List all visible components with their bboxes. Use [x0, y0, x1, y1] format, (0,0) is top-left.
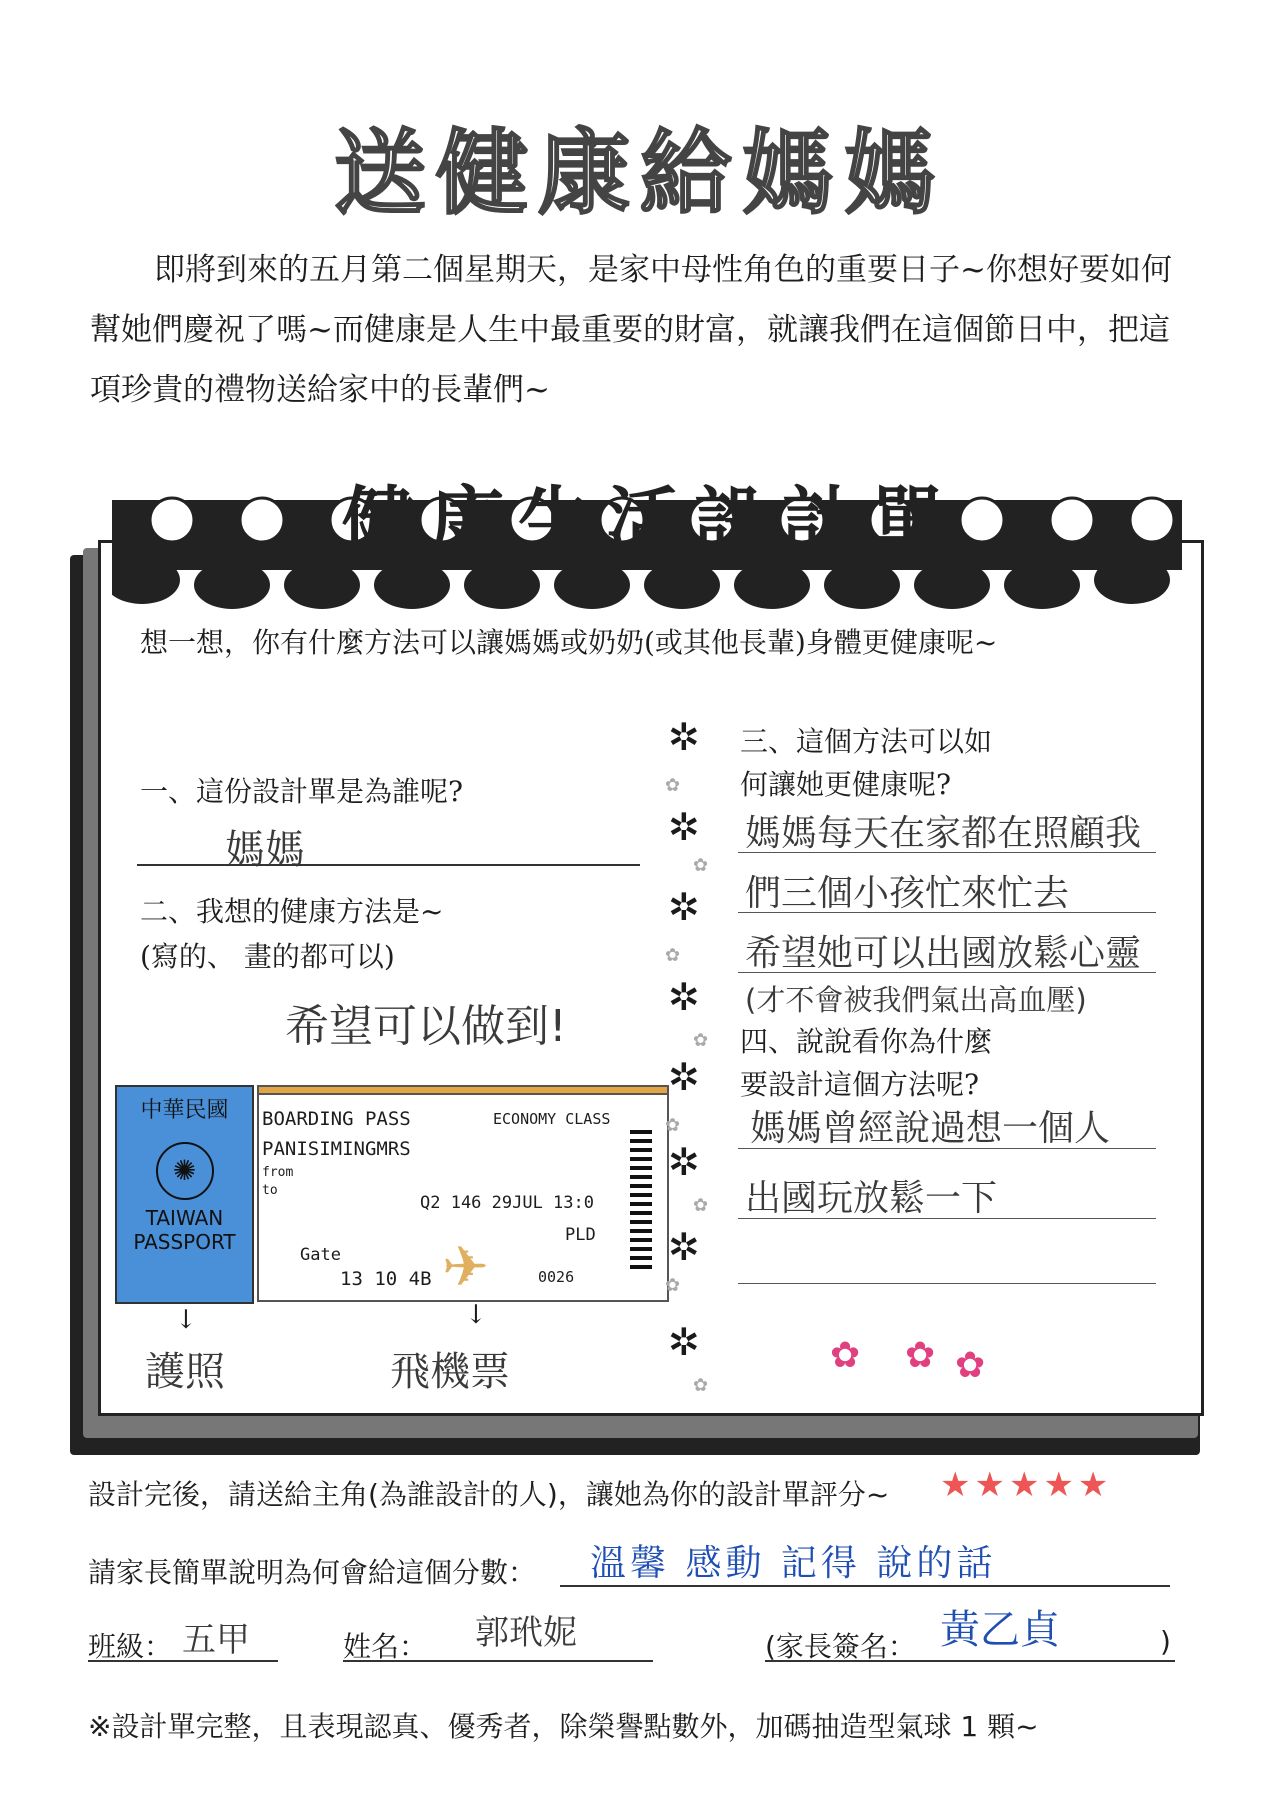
- q3-answer-line4: (才不會被我們氣出高血壓): [745, 983, 1087, 1017]
- q3-line: [738, 852, 1156, 853]
- name-underline: [343, 1660, 653, 1662]
- class-underline: [88, 1660, 278, 1662]
- q1-label: 一、這份設計單是為誰呢?: [140, 775, 464, 808]
- stamp-icon: ✿: [955, 1345, 986, 1386]
- flower-icon: ✲: [668, 1225, 700, 1269]
- stamp-icon: ✿: [830, 1335, 861, 1376]
- ticket-name: PANISIMINGMRS: [262, 1138, 411, 1160]
- flower-icon: ✲: [668, 1140, 700, 1184]
- flower-icon: ✲: [668, 975, 700, 1019]
- q4-answer-line2: 出國玩放鬆一下: [745, 1178, 998, 1219]
- rating-stars: ★★★★★: [940, 1465, 1113, 1505]
- passport-label: 護照: [145, 1349, 225, 1395]
- ticket-class: ECONOMY CLASS: [493, 1110, 611, 1128]
- passport-title: 中華民國: [140, 1098, 229, 1123]
- flower-icon: ✲: [668, 805, 700, 849]
- name-value: 郭玳妮: [475, 1613, 577, 1653]
- ticket-flight: Q2 146 29JUL 13:0: [420, 1193, 594, 1213]
- q2-label: 二、我想的健康方法是~: [140, 895, 444, 928]
- flower-small-icon: ✿: [665, 945, 681, 966]
- flower-small-icon: ✿: [665, 1115, 681, 1136]
- emblem-icon: ✺: [156, 1142, 214, 1200]
- flower-icon: ✲: [668, 715, 700, 759]
- sign-close: ): [1160, 1625, 1171, 1658]
- airplane-icon: ✈: [442, 1235, 489, 1300]
- prompt-text: 想一想，你有什麼方法可以讓媽媽或奶奶(或其他長輩)身體更健康呢~: [140, 626, 998, 659]
- passport-country: TAIWAN: [145, 1206, 224, 1230]
- stamp-icon: ✿: [905, 1335, 936, 1376]
- page-title: 送健康給媽媽: [333, 120, 946, 227]
- rating-instruction: 設計完後，請送給主角(為誰設計的人)，讓她為你的設計單評分~: [88, 1478, 890, 1511]
- q4-label-line2: 要設計這個方法呢?: [740, 1068, 980, 1101]
- flower-small-icon: ✿: [665, 775, 681, 796]
- passport-word: PASSPORT: [133, 1230, 236, 1254]
- q4-label-line1: 四、說說看你為什麼: [740, 1025, 993, 1058]
- parent-signature: 黃乙貞: [940, 1607, 1060, 1653]
- passport-drawing: [115, 1085, 254, 1304]
- q3-label-line2: 何讓她更健康呢?: [740, 768, 952, 801]
- q4-line: [738, 1148, 1156, 1149]
- flower-small-icon: ✿: [693, 855, 709, 876]
- flower-small-icon: ✿: [693, 1195, 709, 1216]
- q3-line: [738, 912, 1156, 913]
- q1-underline: [137, 864, 640, 866]
- ticket-code: 0026: [538, 1268, 575, 1286]
- q2-sub: (寫的、 畫的都可以): [140, 940, 395, 973]
- class-value: 五甲: [182, 1620, 250, 1660]
- footer-note: ※設計單完整，且表現認真、優秀者，除榮譽點數外，加碼抽造型氣球 1 顆~: [88, 1710, 1039, 1743]
- flower-icon: ✲: [668, 1055, 700, 1099]
- parent-answer-underline: [560, 1585, 1170, 1587]
- ticket-to: to: [262, 1183, 278, 1198]
- flower-icon: ✲: [668, 885, 700, 929]
- banner-title: 健康生活設計單: [342, 479, 958, 565]
- q3-label-line1: 三、這個方法可以如: [740, 725, 993, 758]
- q3-line: [738, 972, 1156, 973]
- ticket-barcode: [630, 1130, 652, 1270]
- q2-answer: 希望可以做到!: [285, 1001, 567, 1052]
- sign-label: (家長簽名：: [765, 1630, 916, 1663]
- flower-icon: ✲: [668, 1320, 700, 1364]
- ticket-header: BOARDING PASS: [262, 1108, 411, 1130]
- sign-underline: [765, 1660, 1175, 1662]
- name-label: 姓名：: [343, 1630, 428, 1663]
- flower-small-icon: ✿: [693, 1375, 709, 1396]
- ticket-gate: Gate: [300, 1245, 341, 1265]
- q4-line: [738, 1283, 1156, 1284]
- q3-answer-line2: 們三個小孩忙來忙去: [745, 873, 1070, 914]
- q4-answer-line1: 媽媽曾經說過想一個人: [750, 1108, 1111, 1149]
- arrow-down-icon: ↓: [465, 1300, 487, 1330]
- q4-line: [738, 1218, 1156, 1219]
- parent-prompt: 請家長簡單說明為何會給這個分數：: [88, 1556, 537, 1589]
- flower-small-icon: ✿: [693, 1030, 709, 1051]
- arrow-down-icon: ↓: [175, 1305, 197, 1335]
- ticket-from: from: [262, 1165, 294, 1180]
- q3-answer-line3: 希望她可以出國放鬆心靈: [745, 933, 1142, 974]
- ticket-seat: 13 10 4B: [340, 1268, 432, 1290]
- q1-answer: 媽媽: [225, 827, 305, 873]
- intro-paragraph: 即將到來的五月第二個星期天，是家中母性角色的重要日子~你想好要如何幫她們慶祝了嗎~而健康是人生中最重要的財富，就讓我們在這個節日中，把這項珍貴的禮物送給家中的長輩們~: [90, 252, 1172, 408]
- class-label: 班級：: [88, 1630, 173, 1663]
- parent-answer: 溫馨 感動 記得 說的話: [590, 1543, 997, 1584]
- flower-small-icon: ✿: [665, 1275, 681, 1296]
- ticket-label: 飛機票: [390, 1349, 510, 1395]
- q3-answer-line1: 媽媽每天在家都在照顧我: [745, 813, 1142, 854]
- ticket-pld: PLD: [565, 1225, 596, 1245]
